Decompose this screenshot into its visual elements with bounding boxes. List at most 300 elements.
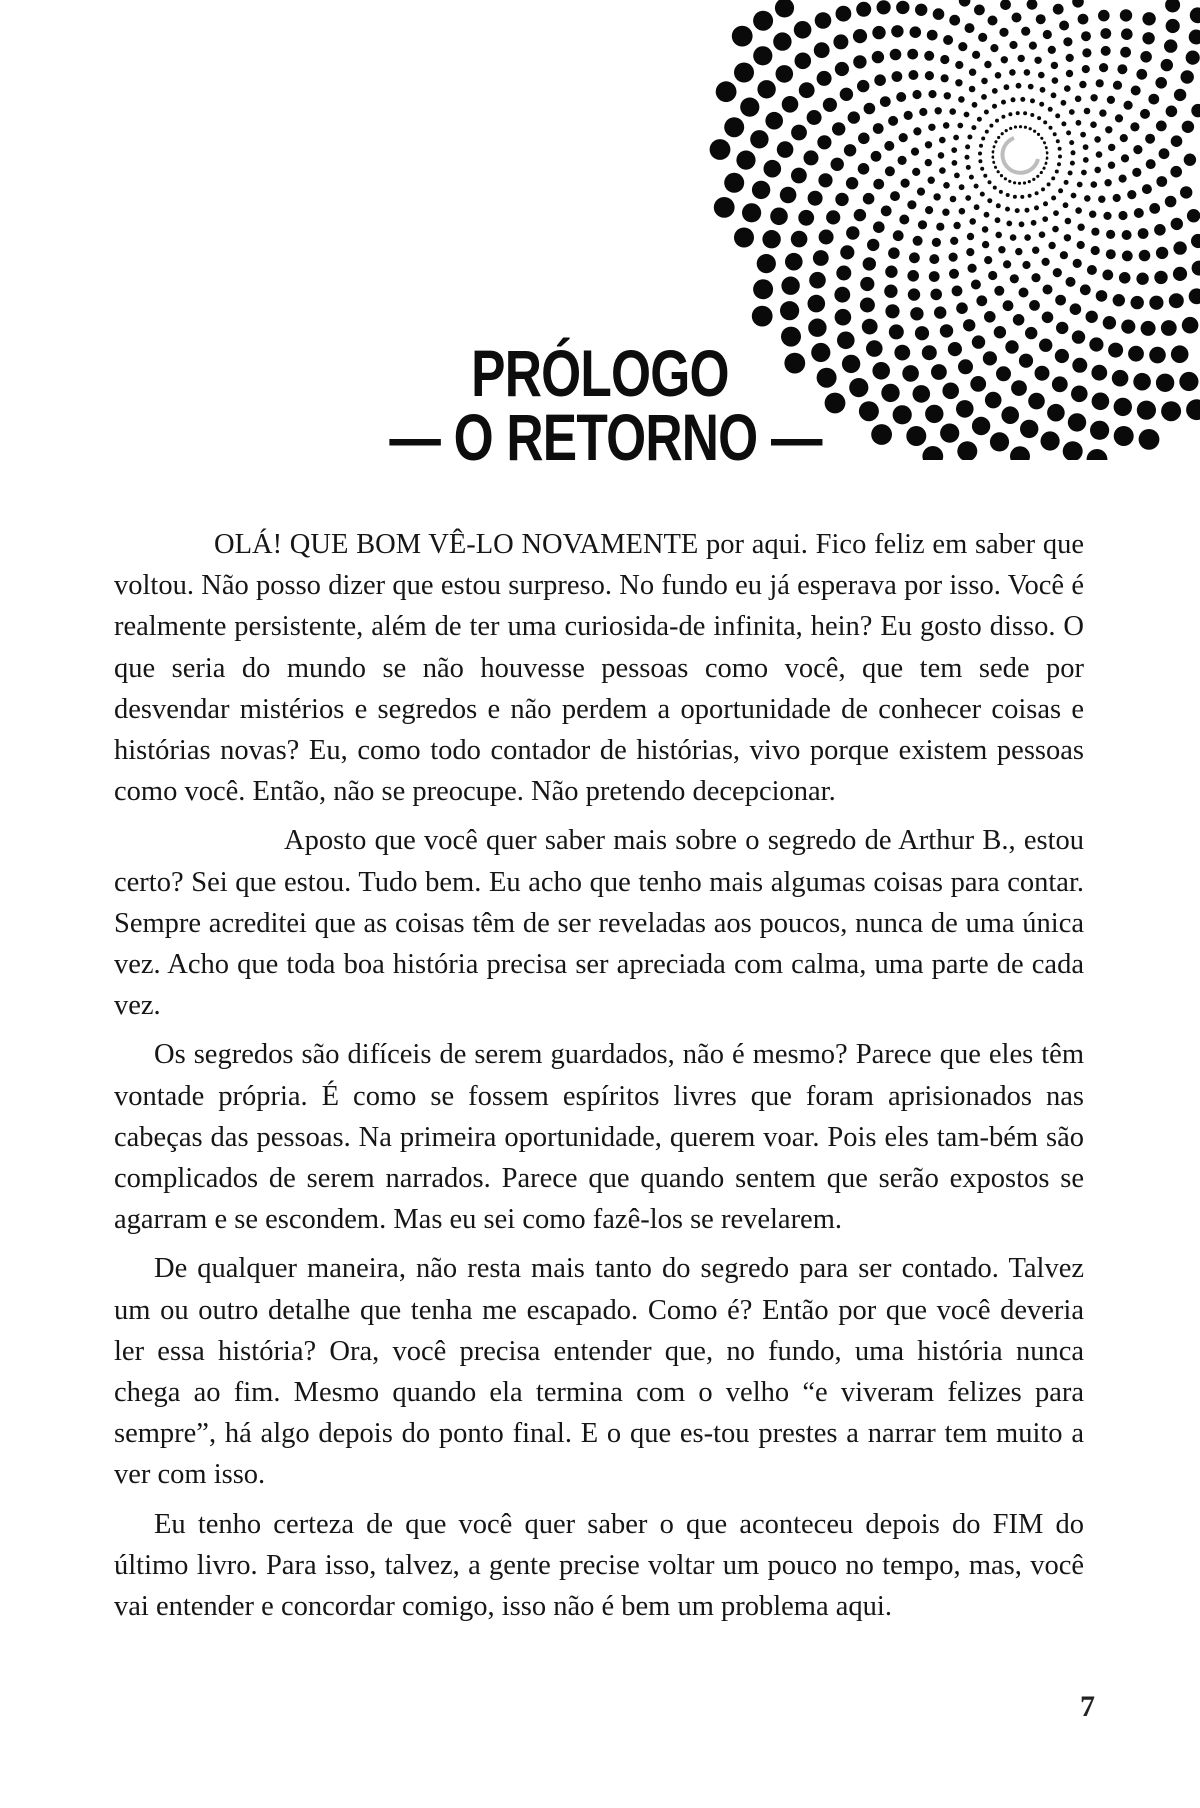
spiral-dot bbox=[1080, 284, 1091, 295]
spiral-dot bbox=[1024, 234, 1031, 241]
spiral-dot bbox=[1023, 111, 1027, 115]
spiral-dot bbox=[1009, 41, 1017, 49]
spiral-dot bbox=[1052, 77, 1059, 84]
spiral-dot bbox=[899, 215, 909, 225]
spiral-dot bbox=[857, 80, 869, 92]
spiral-dot bbox=[892, 71, 903, 82]
spiral-dot bbox=[944, 92, 951, 99]
spiral-dot bbox=[1072, 0, 1084, 8]
spiral-dot bbox=[949, 15, 960, 26]
spiral-dot bbox=[753, 279, 773, 299]
spiral-dot bbox=[972, 417, 990, 435]
spiral-dot bbox=[1064, 180, 1069, 185]
spiral-dot bbox=[1071, 193, 1077, 199]
spiral-dot bbox=[977, 117, 982, 122]
spiral-dot bbox=[972, 335, 985, 348]
spiral-dot bbox=[994, 286, 1004, 296]
spiral-dot bbox=[1071, 386, 1088, 403]
spiral-dot bbox=[1120, 9, 1132, 21]
spiral-dot bbox=[832, 122, 845, 135]
spiral-dot bbox=[982, 241, 989, 248]
spiral-dot bbox=[1063, 441, 1083, 460]
spiral-dot bbox=[873, 221, 885, 233]
spiral-dot bbox=[724, 117, 744, 137]
spiral-dot bbox=[936, 223, 944, 231]
spiral-dot bbox=[1035, 191, 1039, 195]
spiral-dot bbox=[1114, 398, 1132, 416]
spiral-dot bbox=[1019, 221, 1025, 227]
spiral-dot bbox=[888, 116, 898, 126]
spiral-dot bbox=[873, 123, 884, 134]
spiral-dot bbox=[904, 111, 913, 120]
spiral-dot bbox=[1112, 370, 1129, 387]
spiral-dot bbox=[734, 63, 754, 83]
spiral-dot bbox=[1136, 273, 1148, 285]
spiral-dot bbox=[1099, 63, 1108, 72]
spiral-dot bbox=[967, 135, 972, 140]
spiral-dot bbox=[817, 71, 832, 86]
spiral-dot bbox=[1139, 429, 1160, 450]
spiral-dot bbox=[966, 248, 974, 256]
spiral-dot bbox=[770, 208, 788, 226]
spiral-dot bbox=[826, 210, 840, 224]
spiral-dot bbox=[1161, 401, 1181, 421]
spiral-dot bbox=[1066, 277, 1076, 287]
spiral-dot bbox=[959, 0, 971, 7]
spiral-dot bbox=[742, 203, 761, 222]
spiral-dot bbox=[791, 231, 808, 248]
spiral-dot bbox=[1032, 178, 1035, 181]
spiral-dot bbox=[1191, 234, 1200, 248]
spiral-dot bbox=[1113, 81, 1122, 90]
spiral-dot bbox=[817, 135, 831, 149]
spiral-dot bbox=[1154, 271, 1167, 284]
spiral-dot bbox=[1087, 449, 1108, 460]
spiral-dot bbox=[925, 206, 933, 214]
spiral-dot bbox=[1149, 347, 1166, 364]
spiral-dot bbox=[1053, 268, 1062, 277]
spiral-dot bbox=[1073, 259, 1082, 268]
spiral-dot bbox=[922, 446, 943, 460]
spiral-dot bbox=[1091, 228, 1099, 236]
chapter-title bbox=[330, 336, 870, 474]
spiral-dot bbox=[1028, 180, 1031, 183]
spiral-dot bbox=[965, 144, 970, 149]
spiral-dot bbox=[762, 230, 780, 248]
spiral-dot bbox=[1055, 349, 1069, 363]
spiral-dot bbox=[823, 98, 837, 112]
spiral-dot bbox=[1075, 96, 1082, 103]
spiral-dot bbox=[881, 384, 899, 402]
spiral-dot bbox=[1003, 300, 1014, 311]
spiral-dot bbox=[885, 304, 899, 318]
spiral-dot bbox=[1028, 393, 1045, 410]
spiral-dot bbox=[736, 151, 755, 170]
spiral-dot bbox=[1173, 267, 1187, 281]
spiral-dot bbox=[835, 193, 848, 206]
spiral-dot bbox=[906, 426, 926, 446]
spiral-dot bbox=[1031, 273, 1040, 282]
spiral-dot bbox=[1108, 343, 1123, 358]
spiral-dot bbox=[716, 81, 737, 102]
spiral-dot bbox=[913, 127, 921, 135]
spiral-dot bbox=[1155, 77, 1167, 89]
spiral-dot bbox=[1058, 188, 1063, 193]
spiral-dot bbox=[1096, 290, 1108, 302]
spiral-dot bbox=[993, 186, 997, 190]
spiral-dot bbox=[1107, 96, 1115, 104]
spiral-dot bbox=[1019, 354, 1033, 368]
spiral-dot bbox=[1039, 231, 1046, 238]
spiral-dot bbox=[791, 125, 807, 141]
spiral-dot bbox=[799, 82, 815, 98]
spiral-dot bbox=[814, 42, 830, 58]
spiral-dot bbox=[1166, 106, 1178, 118]
spiral-dot bbox=[1103, 316, 1116, 329]
spiral-dot bbox=[873, 179, 884, 190]
spiral-dot bbox=[1119, 272, 1131, 284]
spiral-dot bbox=[710, 139, 731, 160]
spiral-dot bbox=[932, 238, 941, 247]
spiral-dot bbox=[922, 345, 937, 360]
spiral-dot bbox=[1043, 30, 1052, 39]
spiral-dot bbox=[949, 108, 956, 115]
spiral-dot bbox=[1039, 102, 1044, 107]
spiral-dot bbox=[970, 376, 986, 392]
paragraph-3: Os segredos são difíceis de serem guardados, não é mesmo? Parece que eles têm vontade própria. É como se fossem espíritos livres que foram aprisionados nas cabeças das pessoas. Na primeira oportunidade, querem voar. Pois eles tam-bém são complicados de serem narrados. Parece que quando sentem que serão expostos se agarram e se escondem. Mas eu sei como fazê-los se revelarem. bbox=[114, 1039, 1084, 1236]
spiral-dot bbox=[1104, 179, 1111, 186]
spiral-dot bbox=[939, 137, 946, 144]
spiral-dot bbox=[1021, 27, 1030, 36]
spiral-dot bbox=[899, 133, 908, 142]
spiral-dot bbox=[862, 319, 878, 335]
spiral-dot bbox=[1052, 226, 1059, 233]
spiral-dot bbox=[834, 287, 850, 303]
spiral-dot bbox=[940, 424, 959, 443]
spiral-dot bbox=[1082, 65, 1090, 73]
spiral-dot bbox=[907, 200, 916, 209]
spiral-dot bbox=[953, 222, 960, 229]
spiral-dot bbox=[1037, 116, 1041, 120]
chapter-title-line1: PRÓLOGO bbox=[471, 336, 729, 410]
spiral-dot bbox=[917, 188, 925, 196]
spiral-dot bbox=[1058, 155, 1062, 159]
spiral-dot bbox=[1064, 85, 1071, 92]
spiral-dot bbox=[969, 69, 976, 76]
spiral-dot bbox=[1156, 176, 1167, 187]
spiral-dot bbox=[836, 266, 851, 281]
spiral-dot bbox=[1131, 86, 1141, 96]
spiral-dot bbox=[933, 193, 940, 200]
spiral-dot bbox=[913, 385, 931, 403]
spiral-dot bbox=[940, 324, 953, 337]
spiral-dot bbox=[1061, 100, 1067, 106]
spiral-dot bbox=[863, 257, 876, 270]
spiral-dot bbox=[1065, 218, 1072, 225]
spiral-dot bbox=[952, 286, 963, 297]
spiral-dot bbox=[1070, 303, 1082, 315]
spiral-dot bbox=[1005, 207, 1010, 212]
spiral-dot bbox=[984, 311, 996, 323]
spiral-dot bbox=[910, 26, 922, 38]
spiral-dot bbox=[933, 8, 945, 20]
spiral-dot bbox=[1098, 10, 1110, 22]
spiral-dot bbox=[927, 30, 938, 41]
spiral-dot bbox=[776, 65, 794, 83]
spiral-dot bbox=[1056, 322, 1068, 334]
spiral-dot bbox=[942, 209, 949, 216]
spiral-dot bbox=[1171, 218, 1183, 230]
spiral-dot bbox=[985, 130, 989, 134]
spiral-dot bbox=[971, 125, 976, 130]
spiral-dot bbox=[1001, 100, 1006, 105]
spiral-dot bbox=[943, 35, 953, 45]
spiral-dot bbox=[1087, 265, 1097, 275]
spiral-dot bbox=[860, 277, 874, 291]
spiral-dot bbox=[1134, 208, 1144, 218]
spiral-dot bbox=[965, 23, 975, 33]
spiral-dot bbox=[1072, 358, 1087, 373]
spiral-dot bbox=[867, 239, 879, 251]
spiral-dot bbox=[1020, 97, 1025, 102]
spiral-dot bbox=[1106, 230, 1115, 239]
spiral-dot bbox=[1035, 366, 1050, 381]
spiral-dot bbox=[871, 151, 882, 162]
spiral-dot bbox=[1068, 171, 1073, 176]
spiral-dot bbox=[1024, 126, 1027, 129]
spiral-dot bbox=[992, 104, 997, 109]
spiral-dot bbox=[941, 74, 949, 82]
spiral-dot bbox=[1025, 327, 1037, 339]
spiral-dot bbox=[757, 80, 775, 98]
spiral-dot bbox=[794, 21, 812, 39]
spiral-dot bbox=[908, 70, 918, 80]
spiral-dot bbox=[1036, 14, 1046, 24]
spiral-dot bbox=[1140, 51, 1152, 63]
spiral-dot bbox=[939, 167, 946, 174]
spiral-dot bbox=[896, 92, 906, 102]
spiral-dot bbox=[940, 55, 949, 64]
spiral-dot bbox=[858, 163, 870, 175]
spiral-dot bbox=[872, 26, 885, 39]
spiral-dot bbox=[1141, 321, 1156, 336]
spiral-dot bbox=[1015, 248, 1022, 255]
spiral-dot bbox=[780, 187, 797, 204]
spiral-dot bbox=[1113, 194, 1121, 202]
spiral-dot bbox=[890, 191, 900, 201]
spiral-dot bbox=[1016, 83, 1022, 89]
spiral-dot bbox=[990, 432, 1009, 451]
spiral-dot bbox=[1048, 107, 1053, 112]
spiral-dot bbox=[1001, 406, 1019, 424]
spiral-dot bbox=[968, 264, 977, 273]
spiral-dot bbox=[1001, 132, 1004, 135]
spiral-dot bbox=[848, 111, 860, 123]
spiral-dot bbox=[884, 141, 894, 151]
spiral-dot bbox=[1089, 337, 1103, 351]
spiral-dot bbox=[877, 0, 891, 14]
spiral-dot bbox=[929, 271, 940, 282]
spiral-dot bbox=[808, 319, 826, 337]
spiral-dot bbox=[928, 177, 935, 184]
spiral-dot bbox=[1120, 134, 1128, 142]
spiral-dot bbox=[965, 195, 971, 201]
spiral-dot bbox=[1102, 270, 1113, 281]
spiral-dot bbox=[1019, 125, 1022, 128]
spiral-dot bbox=[915, 4, 927, 16]
spiral-dot bbox=[864, 103, 876, 115]
spiral-dot bbox=[931, 364, 947, 380]
spiral-dot bbox=[885, 266, 897, 278]
spiral-dot bbox=[757, 254, 776, 273]
spiral-dot bbox=[1156, 247, 1168, 259]
spiral-dot bbox=[818, 173, 832, 187]
spiral-dot bbox=[1149, 203, 1160, 214]
spiral-dot bbox=[732, 26, 753, 47]
chapter-title-line2: — O RETORNO — bbox=[389, 400, 822, 474]
spiral-dot bbox=[804, 150, 819, 165]
spiral-dot bbox=[978, 152, 982, 156]
spiral-dot bbox=[959, 184, 965, 190]
spiral-dot bbox=[979, 144, 983, 148]
spiral-dot bbox=[1023, 181, 1026, 184]
spiral-dot bbox=[1156, 121, 1167, 132]
paragraph-1: OLÁ! QUE BOM VÊ-LO NOVAMENTE por aqui. Fico feliz em saber que voltou. Não posso dizer que estou surpreso. No fundo eu já esperava por isso. Você é realmente persistente, além de ter uma curiosida-de infinita, hein? Eu gosto disso. O que seria do mundo se não houvesse pessoas como você, que tem sede por desvendar mistérios e segredos e não perdem a oportunidade de conhecer coisas e histórias novas? Eu, como todo contador de histórias, vivo porque existem pessoas como você. Então, não se preocupe. Não pretendo decepcionar. bbox=[114, 529, 1084, 808]
spiral-dot bbox=[912, 168, 920, 176]
spiral-dot bbox=[1173, 241, 1186, 254]
spiral-dot bbox=[874, 74, 886, 86]
spiral-dot bbox=[1181, 70, 1194, 83]
spiral-dot bbox=[1018, 182, 1021, 185]
spiral-dot bbox=[950, 196, 957, 203]
spiral-dot bbox=[780, 301, 799, 320]
spiral-dot bbox=[907, 49, 918, 60]
spiral-dot bbox=[953, 135, 959, 141]
spiral-dot bbox=[1019, 288, 1029, 298]
spiral-dot bbox=[815, 12, 832, 29]
spiral-dot bbox=[1113, 294, 1125, 306]
spiral-dot bbox=[1180, 186, 1192, 198]
spiral-dot bbox=[1142, 32, 1154, 44]
spiral-dot bbox=[893, 405, 912, 424]
spiral-dot bbox=[1182, 317, 1199, 334]
spiral-dot bbox=[928, 90, 936, 98]
spiral-dot bbox=[1066, 130, 1071, 135]
spiral-dot bbox=[1148, 94, 1159, 105]
spiral-dot bbox=[1103, 212, 1111, 220]
spiral-dot bbox=[925, 71, 934, 80]
spiral-dot bbox=[1048, 46, 1056, 54]
spiral-dot bbox=[1090, 121, 1097, 128]
spiral-dot bbox=[952, 160, 958, 166]
spiral-dot bbox=[1145, 134, 1155, 144]
spiral-dot bbox=[1056, 139, 1060, 143]
spiral-dot bbox=[981, 137, 985, 141]
spiral-dot bbox=[958, 96, 965, 103]
spiral-dot bbox=[1086, 311, 1098, 323]
spiral-dot bbox=[1012, 13, 1022, 23]
spiral-dot bbox=[871, 424, 892, 445]
spiral-dot bbox=[1010, 274, 1019, 283]
spiral-dot bbox=[1089, 211, 1096, 218]
spiral-dot bbox=[1010, 234, 1017, 241]
spiral-dot bbox=[996, 366, 1011, 381]
spiral-dot bbox=[1114, 426, 1134, 446]
spiral-dot bbox=[1122, 230, 1132, 240]
spiral-dot bbox=[1171, 135, 1183, 147]
spiral-dot bbox=[974, 204, 980, 210]
spiral-dot bbox=[957, 441, 977, 460]
spiral-dot bbox=[835, 309, 852, 326]
spiral-dot bbox=[1083, 157, 1089, 163]
spiral-dot bbox=[1003, 260, 1011, 268]
spiral-dot bbox=[955, 61, 963, 69]
spiral-dot bbox=[1075, 207, 1082, 214]
spiral-dot bbox=[1000, 0, 1011, 10]
spiral-dot bbox=[1029, 127, 1032, 130]
spiral-dot bbox=[1024, 69, 1031, 76]
spiral-dot bbox=[1033, 130, 1036, 133]
spiral-dot bbox=[1051, 196, 1056, 201]
spiral-dot bbox=[1042, 312, 1054, 324]
spiral-dot bbox=[889, 324, 904, 339]
spiral-dot bbox=[909, 252, 920, 263]
spiral-dot bbox=[808, 295, 826, 313]
spiral-dot bbox=[984, 256, 992, 264]
spiral-dot bbox=[1115, 114, 1123, 122]
spiral-dot bbox=[860, 298, 875, 313]
spiral-dot bbox=[836, 6, 852, 22]
spiral-dot bbox=[1053, 132, 1057, 136]
spiral-dot bbox=[1137, 401, 1156, 420]
spiral-dot bbox=[1142, 184, 1152, 194]
spiral-dot bbox=[958, 359, 973, 374]
spiral-dot bbox=[773, 32, 791, 50]
spiral-dot bbox=[1186, 399, 1200, 420]
spiral-dot bbox=[1077, 224, 1084, 231]
spiral-dot bbox=[995, 232, 1002, 239]
spiral-dot bbox=[1030, 113, 1034, 117]
spiral-dot bbox=[924, 51, 934, 61]
spiral-dot bbox=[734, 228, 754, 248]
spiral-dot bbox=[1008, 112, 1012, 116]
spiral-dot bbox=[1068, 413, 1086, 431]
spiral-dot bbox=[999, 190, 1003, 194]
spiral-dot bbox=[740, 98, 759, 117]
spiral-dot bbox=[1043, 120, 1047, 124]
spiral-dot bbox=[1091, 181, 1098, 188]
spiral-dot bbox=[1009, 127, 1012, 130]
spiral-dot bbox=[1061, 121, 1066, 126]
spiral-dot bbox=[1166, 19, 1180, 33]
spiral-dot bbox=[984, 212, 990, 218]
spiral-dot bbox=[1064, 234, 1071, 241]
spiral-dot bbox=[844, 144, 856, 156]
spiral-dot bbox=[1032, 247, 1039, 254]
spiral-dot bbox=[984, 110, 989, 115]
spiral-dot bbox=[964, 112, 970, 118]
spiral-dot bbox=[949, 269, 959, 279]
spiral-dot bbox=[949, 253, 958, 262]
spiral-dot bbox=[1051, 176, 1055, 180]
spiral-dot bbox=[938, 152, 945, 159]
spiral-dot bbox=[1090, 421, 1109, 440]
spiral-dot bbox=[981, 78, 988, 85]
spiral-dot bbox=[1069, 140, 1074, 145]
spiral-dot bbox=[1006, 221, 1012, 227]
spiral-dot bbox=[1025, 208, 1030, 213]
spiral-dot bbox=[995, 119, 999, 123]
